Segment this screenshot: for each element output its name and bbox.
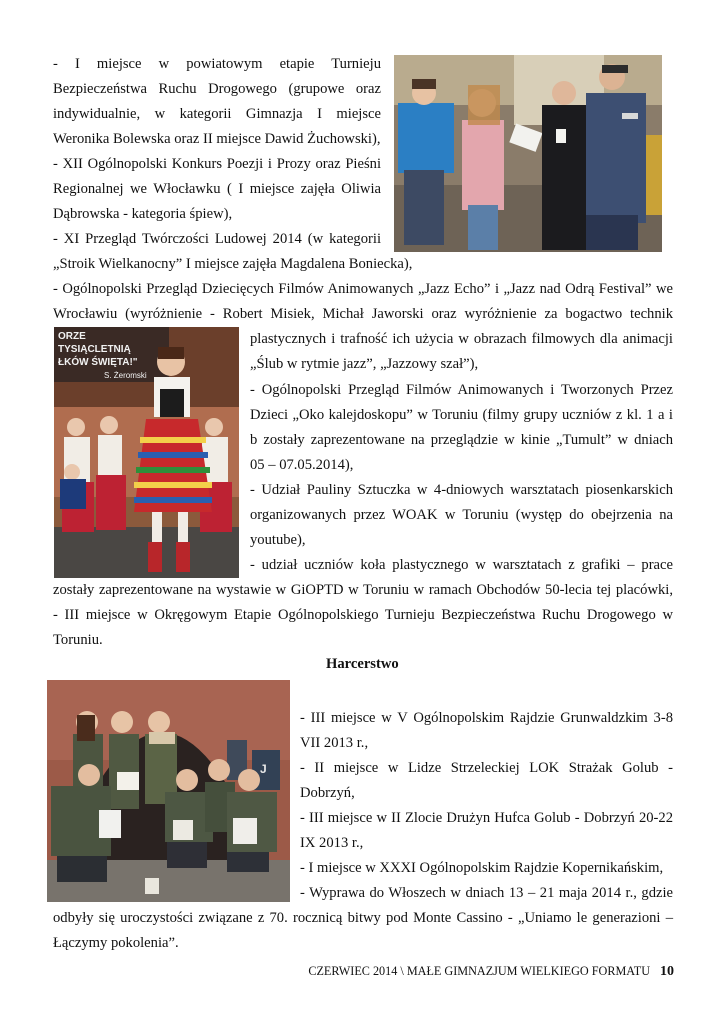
- text-line: - XII Ogólnopolski Konkurs Poezji i Prozy oraz Pieśni: [53, 156, 381, 172]
- text-line: - Wyprawa do Włoszech w dniach 13 – 21 maja 2014 r., gdzie: [300, 885, 673, 901]
- text-line: - Udział Pauliny Sztuczka w 4-dniowych warsztatach piosenkarskich: [250, 482, 673, 498]
- text-line: VII 2013 r.,: [300, 735, 369, 751]
- text-line: indywidualnie, w kategorii Gimnazja I miejsce: [53, 106, 381, 122]
- sign-line-3: ŁKÓW ŚWIĘTA!": [58, 357, 138, 368]
- text-line: „Stroik Wielkanocny” I miejsce zajęła Magdalena Boniecka),: [53, 256, 413, 272]
- sign-line-1: ORZE: [58, 331, 86, 342]
- text-line: „Ślub w rytmie jazz”, „Jazzowy szał”),: [250, 356, 479, 372]
- text-line: - udział uczniów koła plastycznego w warsztatach z grafiki – prace: [250, 557, 673, 573]
- text-line: Dąbrowska - kategoria śpiew),: [53, 206, 233, 222]
- text-line: youtube),: [250, 532, 306, 548]
- text-line: Bezpieczeństwa Ruchu Drogowego (grupowe oraz: [53, 81, 381, 97]
- text-line: - Ogólnopolski Przegląd Filmów Animowanych i Tworzonych Przez: [250, 382, 673, 398]
- text-line: Dzieci „Oko kalejdoskopu” w Toruniu (filmy grupy uczniów z kl. 1 a i: [250, 407, 673, 423]
- text-line: organizowanych przez WOAK w Toruniu (występ do obejrzenia na: [250, 507, 673, 523]
- page-number: 10: [660, 964, 674, 979]
- photo-scouts: [47, 680, 290, 902]
- text-line: plastycznych i trafność ich użycia w obrazach filmowych dla animacji: [250, 331, 673, 347]
- text-line: Wrocławiu (wyróżnienie - Robert Misiek, Michał Jaworski oraz wyróżnienie za bogactwo technik: [53, 306, 673, 322]
- text-line: - XI Przegląd Twórczości Ludowej 2014 (w kategorii: [53, 231, 381, 247]
- text-line: odbyły się uroczystości związane z 70. rocznicą bitwy pod Monte Cassino - „Uniamo le generazioni –: [53, 910, 673, 926]
- text-line: zostały zaprezentowane na wystawie w GiOPTD w Toruniu w ramach Obchodów 50-lecia tej placówki,: [53, 582, 673, 598]
- text-line: - III miejsce w Okręgowym Etapie Ogólnopolskiego Turnieju Bezpieczeństwa Ruchu Drogowego w: [53, 607, 673, 623]
- sign-line-2: TYSIĄCLETNIĄ: [58, 344, 131, 355]
- gate-sign-letter: J: [260, 762, 267, 776]
- page-footer: [300, 964, 674, 980]
- text-line: - I miejsce w XXXI Ogólnopolskim Rajdzie Kopernikańskim,: [300, 860, 664, 876]
- text-line: - III miejsce w II Zlocie Drużyn Hufca Golub - Dobrzyń 20-22: [300, 810, 673, 826]
- text-line: Regionalnej we Włocławku ( I miejsce zajęła Oliwia: [53, 181, 381, 197]
- text-line: - Ogólnopolski Przegląd Dziecięcych Filmów Animowanych „Jazz Echo” i „Jazz nad Odrą Festival” we: [53, 281, 673, 297]
- text-line: - I miejsce w powiatowym etapie Turnieju: [53, 56, 381, 72]
- section-heading-scouting: Harcerstwo: [326, 656, 399, 672]
- sign-line-4: S. Żeromski: [104, 371, 147, 380]
- footer-text: CZERWIEC 2014 \ MAŁE GIMNAZJUM WIELKIEGO FORMATU: [308, 964, 650, 978]
- text-line: Łączymy pokolenia”.: [53, 935, 179, 951]
- text-line: - II miejsce w Lidze Strzeleckiej LOK Strażak Golub -: [300, 760, 673, 776]
- text-line: Toruniu.: [53, 632, 103, 648]
- text-line: b zostały zaprezentowane na przeglądzie w kinie „Tumult” w dniach: [250, 432, 673, 448]
- text-line: 05 – 07.05.2014),: [250, 457, 354, 473]
- photo-police-award: [394, 55, 662, 252]
- text-line: Dobrzyń,: [300, 785, 355, 801]
- text-line: IX 2013 r.,: [300, 835, 364, 851]
- text-line: Weronika Bolewska oraz II miejsce Dawid Żuchowski),: [53, 131, 381, 147]
- text-line: - III miejsce w V Ogólnopolskim Rajdzie Grunwaldzkim 3-8: [300, 710, 673, 726]
- photo-folk-singer: [54, 327, 239, 578]
